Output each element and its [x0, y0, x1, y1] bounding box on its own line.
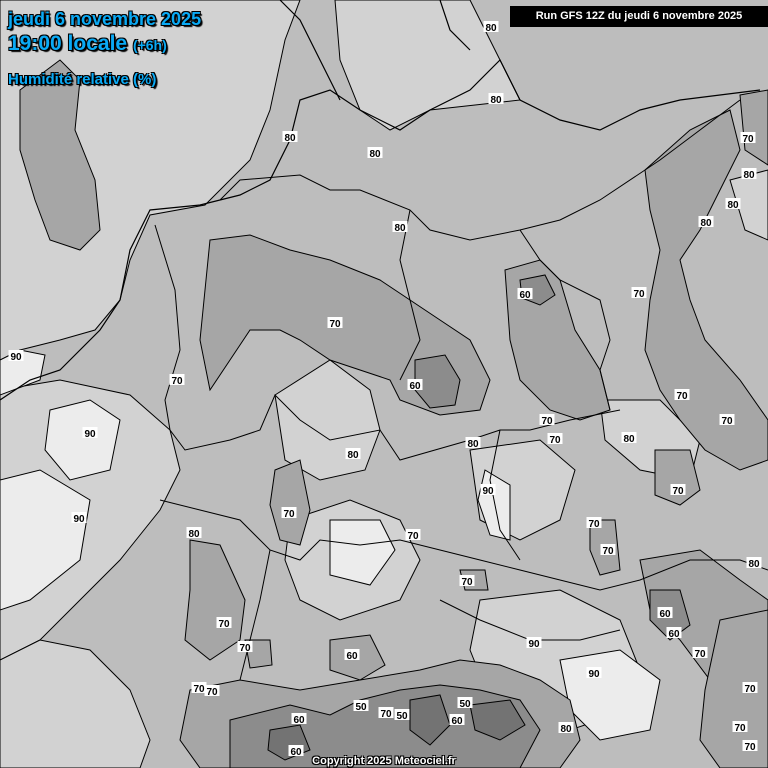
contour-label: 80: [284, 133, 296, 144]
contour-label: 70: [588, 519, 600, 530]
forecast-time-main: 19:00 locale: [8, 32, 128, 55]
contour-label: 80: [490, 95, 502, 106]
contour-label: 70: [541, 416, 553, 427]
contour-label: 70: [171, 376, 183, 387]
forecast-time: [8, 32, 167, 56]
contour-label: 70: [193, 684, 205, 695]
contour-label: 70: [744, 742, 756, 753]
contour-label: 80: [467, 439, 479, 450]
contour-label: 90: [73, 514, 85, 525]
contour-label: 70: [461, 577, 473, 588]
contour-label: 70: [380, 709, 392, 720]
contour-label: 70: [721, 416, 733, 427]
contour-label: 70: [549, 435, 561, 446]
contour-label: 80: [623, 434, 635, 445]
contour-label: 70: [744, 684, 756, 695]
contour-label: 80: [743, 170, 755, 181]
contour-label: 70: [206, 687, 218, 698]
contour-label: 70: [218, 619, 230, 630]
contour-label: 90: [528, 639, 540, 650]
contour-label: 70: [239, 643, 251, 654]
contour-label: 60: [668, 629, 680, 640]
contour-label: 50: [396, 711, 408, 722]
contour-label: 70: [742, 134, 754, 145]
contour-label: 60: [451, 716, 463, 727]
contour-label: 60: [409, 381, 421, 392]
contour-label: 60: [519, 290, 531, 301]
contour-label: 60: [293, 715, 305, 726]
contour-label: 70: [694, 649, 706, 660]
parameter-name: Humidité relative (%): [8, 71, 157, 88]
contour-label: 70: [407, 531, 419, 542]
forecast-date: jeudi 6 novembre 2025: [8, 9, 202, 29]
contour-label: 90: [84, 429, 96, 440]
contour-label: 70: [283, 509, 295, 520]
contour-label: 70: [676, 391, 688, 402]
contour-label: 90: [482, 486, 494, 497]
contour-label: 80: [727, 200, 739, 211]
contour-label: 80: [485, 23, 497, 34]
contour-label: 70: [329, 319, 341, 330]
copyright-notice: Copyright 2025 Meteociel.fr: [312, 755, 456, 767]
contour-label: 60: [290, 747, 302, 758]
contour-label: 80: [369, 149, 381, 160]
contour-label: 80: [188, 529, 200, 540]
contour-label: 70: [633, 289, 645, 300]
contour-label: 60: [346, 651, 358, 662]
contour-label: 80: [560, 724, 572, 735]
contour-label: 80: [394, 223, 406, 234]
contour-label: 90: [10, 352, 22, 363]
contour-label: 50: [459, 699, 471, 710]
contour-label: 80: [748, 559, 760, 570]
contour-label: 70: [734, 723, 746, 734]
contour-label: 60: [659, 609, 671, 620]
contour-label: 80: [347, 450, 359, 461]
contour-label: 50: [355, 702, 367, 713]
run-info-box: Run GFS 12Z du jeudi 6 novembre 2025: [510, 6, 768, 27]
contour-label: 80: [700, 218, 712, 229]
contour-label: 70: [602, 546, 614, 557]
forecast-time-offset: (+6h): [132, 37, 167, 53]
contour-label: 90: [588, 669, 600, 680]
contour-label: 70: [672, 486, 684, 497]
